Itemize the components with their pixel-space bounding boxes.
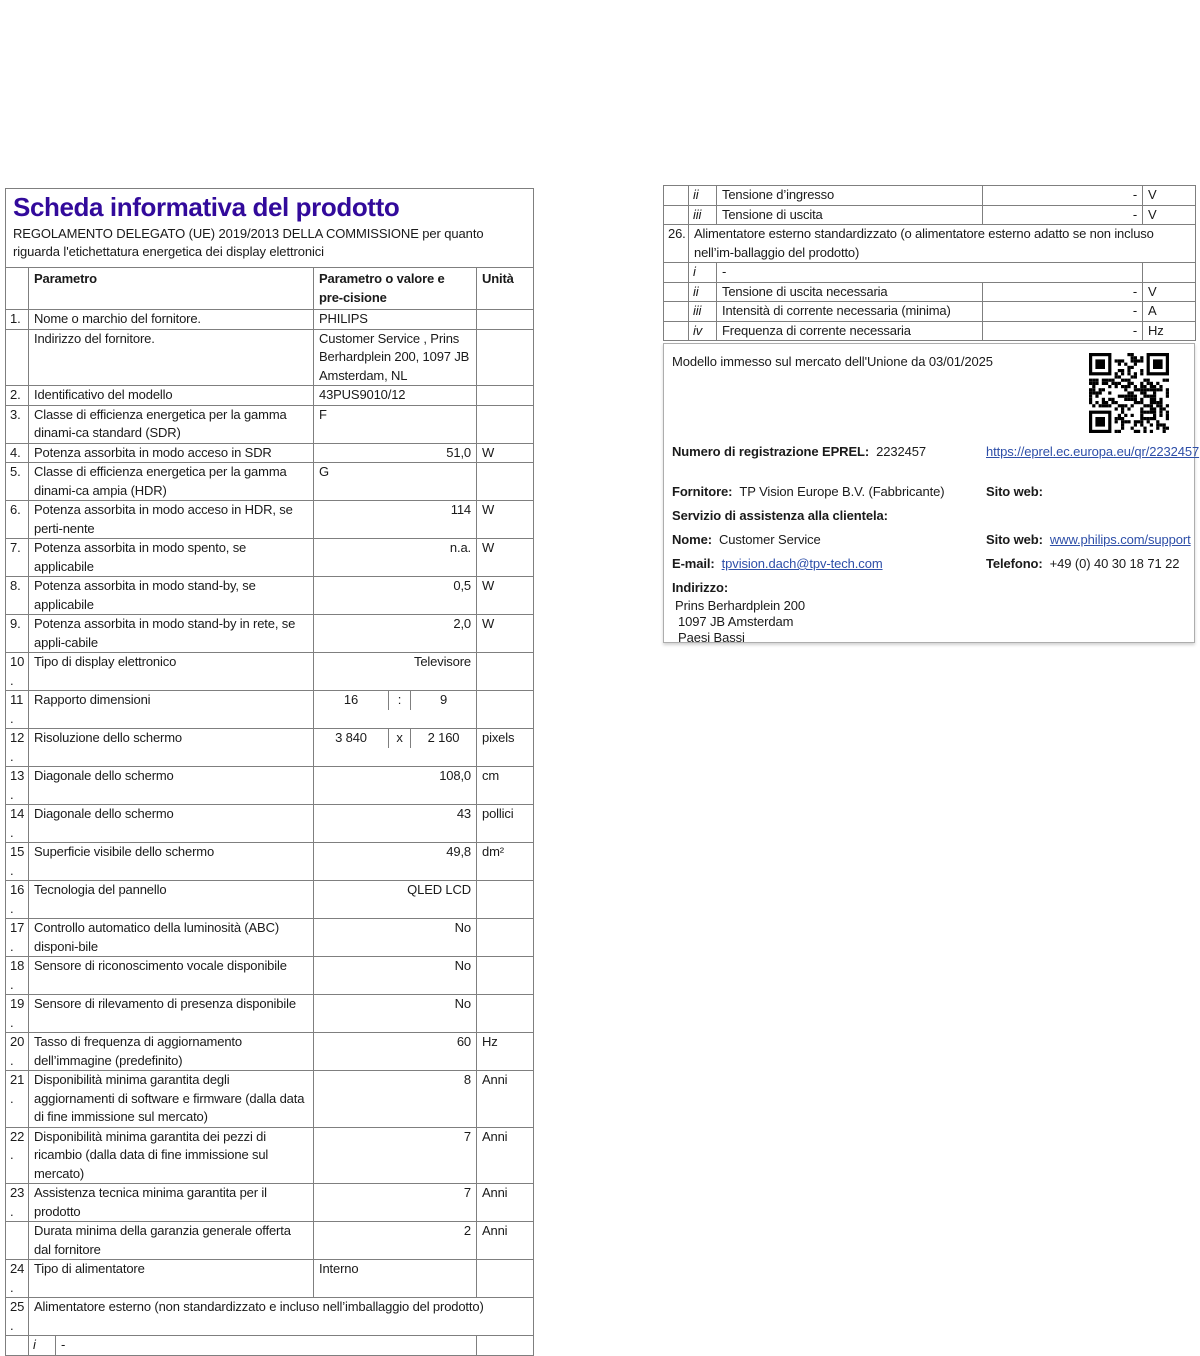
table-row <box>6 957 534 995</box>
row-number-cell: 8. <box>6 577 29 615</box>
parameter-cell: Tipo di alimentatore <box>29 1260 314 1298</box>
sub-index-cell: iii <box>689 205 717 225</box>
row-number-cell: 20. <box>6 1033 29 1071</box>
param-span-cell: Alimentatore esterno standardizzato (o alimentatore esterno adatto se non incluso nell’im-ballaggio del prodotto) <box>689 225 1196 263</box>
unit-cell: V <box>1143 205 1196 225</box>
sub-index-cell: iii <box>689 302 717 322</box>
table-row <box>6 1127 534 1184</box>
table-row <box>6 1184 534 1222</box>
table-row <box>664 225 1196 263</box>
name-label: Nome: <box>672 532 712 547</box>
row-number-cell: 23. <box>6 1184 29 1222</box>
value-cell: 0,5 <box>314 577 477 615</box>
value-cell: 108,0 <box>314 767 477 805</box>
sub-index-cell: iv <box>689 321 717 341</box>
table-row <box>6 405 534 443</box>
eprel-link-row <box>986 444 1200 460</box>
parameter-cell: Diagonale dello schermo <box>29 805 314 843</box>
table-row <box>6 1222 534 1260</box>
row-number-cell <box>664 321 689 341</box>
parameter-cell: Risoluzione dello schermo <box>29 729 314 767</box>
value-dash-cell: - <box>56 1336 477 1356</box>
parameter-cell: Tasso di frequenza di aggiornamento dell’immagine (predefinito) <box>29 1033 314 1071</box>
row-number-cell <box>6 329 29 386</box>
parameter-cell: Tensione di uscita <box>717 205 983 225</box>
unit-cell <box>477 329 534 386</box>
market-entry-line: Modello immesso sul mercato dell'Unione da 03/01/2025 <box>672 354 993 369</box>
parameter-cell: Indirizzo del fornitore. <box>29 329 314 386</box>
eprel-registration-row <box>672 444 926 460</box>
value-dash-cell: - <box>717 263 1143 283</box>
table-row <box>6 1298 534 1336</box>
table-row <box>664 282 1196 302</box>
unit-cell: W <box>477 539 534 577</box>
email-link[interactable]: tpvision.dach@tpv-tech.com <box>721 556 883 571</box>
row-number-cell <box>664 302 689 322</box>
qr-code-icon <box>1089 353 1169 433</box>
parameter-cell: Potenza assorbita in modo spento, se applicabile <box>29 539 314 577</box>
row-number-cell: 13. <box>6 767 29 805</box>
parameter-cell: Potenza assorbita in modo acceso in SDR <box>29 443 314 463</box>
table-row <box>6 463 534 501</box>
address-line: Prins Berhardplein 200 <box>675 598 806 613</box>
unit-cell: Hz <box>1143 321 1196 341</box>
parameter-cell: Frequenza di corrente necessaria <box>717 321 983 341</box>
parameter-cell: Tipo di display elettronico <box>29 653 314 691</box>
table-row <box>6 1071 534 1128</box>
unit-cell <box>477 463 534 501</box>
value-separator: x <box>389 729 411 748</box>
table-row <box>6 729 534 767</box>
value-cell: Televisore <box>314 653 477 691</box>
parameter-cell: Tecnologia del pannello <box>29 881 314 919</box>
col-header-parametro: Parametro <box>29 268 314 310</box>
value-cell: 51,0 <box>314 443 477 463</box>
parameter-cell: Sensore di rilevamento di presenza disponibile <box>29 995 314 1033</box>
row-number-cell: 26. <box>664 225 689 263</box>
service-name-row <box>672 532 821 548</box>
value-cell <box>314 691 477 729</box>
value-cell: No <box>314 957 477 995</box>
value-cell: 43 <box>314 805 477 843</box>
table-row <box>6 1336 534 1356</box>
unit-cell: Anni <box>477 1184 534 1222</box>
row-number-cell: 25. <box>6 1298 29 1336</box>
unit-cell <box>477 957 534 995</box>
address-line: Paesi Bassi <box>678 630 745 645</box>
value-cell: - <box>983 186 1143 206</box>
row-number-cell: 22. <box>6 1127 29 1184</box>
table-row <box>6 843 534 881</box>
value-cell: 7 <box>314 1127 477 1184</box>
value-part: 2 160 <box>427 730 460 745</box>
row-number-cell: 7. <box>6 539 29 577</box>
parameter-cell: Classe di efficienza energetica per la gamma dinami-ca ampia (HDR) <box>29 463 314 501</box>
value-cell: 114 <box>314 501 477 539</box>
unit-cell: V <box>1143 282 1196 302</box>
header-empty-cell <box>6 268 29 310</box>
value-cell: G <box>314 463 477 501</box>
sub-index-cell: ii <box>689 282 717 302</box>
sub-index-cell: i <box>29 1336 56 1356</box>
table-row <box>6 653 534 691</box>
title-cell <box>6 189 534 268</box>
value-cell: - <box>983 321 1143 341</box>
sub-index-cell: ii <box>689 186 717 206</box>
table-row <box>6 919 534 957</box>
unit-cell: pixels <box>477 729 534 767</box>
value-cell: - <box>983 205 1143 225</box>
table-row <box>6 615 534 653</box>
unit-cell: V <box>1143 186 1196 206</box>
value-cell: - <box>983 302 1143 322</box>
unit-cell: Anni <box>477 1222 534 1260</box>
unit-cell: W <box>477 443 534 463</box>
value-cell: Customer Service , Prins Berhardplein 200, 1097 JB Amsterdam, NL <box>314 329 477 386</box>
service-website-row <box>986 532 1191 548</box>
page-subtitle: REGOLAMENTO DELEGATO (UE) 2019/2013 DELLA COMMISSIONE per quanto riguarda l'etichettatura energetica dei display elettronici <box>13 226 484 259</box>
value-cell: 43PUS9010/12 <box>314 386 477 406</box>
unit-cell <box>477 919 534 957</box>
parameter-cell: Potenza assorbita in modo stand-by, se applicabile <box>29 577 314 615</box>
website-label: Sito web: <box>986 532 1043 547</box>
product-fiche-table-continued <box>663 185 1196 341</box>
sub-index-cell: i <box>689 263 717 283</box>
table-row <box>6 386 534 406</box>
unit-cell <box>477 1336 534 1356</box>
value-separator: : <box>389 691 411 710</box>
row-number-cell: 2. <box>6 386 29 406</box>
table-row <box>6 1033 534 1071</box>
supplier-website-row <box>986 484 1050 500</box>
value-cell: 2,0 <box>314 615 477 653</box>
value-cell: 7 <box>314 1184 477 1222</box>
row-number-cell: 19. <box>6 995 29 1033</box>
supplier-name: TP Vision Europe B.V. (Fabbricante) <box>739 484 945 499</box>
value-part: 16 <box>314 691 389 710</box>
value-cell: 49,8 <box>314 843 477 881</box>
phone-number: +49 (0) 40 30 18 71 22 <box>1049 556 1180 571</box>
parameter-cell: Controllo automatico della luminosità (ABC) disponi-bile <box>29 919 314 957</box>
parameter-cell: Disponibilità minima garantita degli aggiornamenti di software e firmware (dalla data di fine immissione sul mercato) <box>29 1071 314 1128</box>
row-number-cell: 9. <box>6 615 29 653</box>
parameter-cell: Identificativo del modello <box>29 386 314 406</box>
parameter-cell: Assistenza tecnica minima garantita per il prodotto <box>29 1184 314 1222</box>
address-label: Indirizzo: <box>672 580 729 595</box>
row-number-cell: 6. <box>6 501 29 539</box>
row-number-cell <box>664 186 689 206</box>
row-number-cell <box>6 1336 29 1356</box>
table-row <box>6 995 534 1033</box>
product-fiche-table <box>5 188 534 1356</box>
unit-cell: pollici <box>477 805 534 843</box>
unit-cell <box>477 691 534 729</box>
unit-cell: Hz <box>477 1033 534 1071</box>
table-row <box>664 302 1196 322</box>
parameter-cell: Intensità di corrente necessaria (minima) <box>717 302 983 322</box>
email-label: E-mail: <box>672 556 715 571</box>
unit-cell <box>1143 263 1196 283</box>
value-cell: QLED LCD <box>314 881 477 919</box>
website-label: Sito web: <box>986 484 1043 499</box>
address-line: 1097 JB Amsterdam <box>678 614 794 629</box>
unit-cell <box>477 1260 534 1298</box>
table-row <box>6 881 534 919</box>
row-number-cell <box>664 205 689 225</box>
param-span-cell: Alimentatore esterno (non standardizzato e incluso nell’imballaggio del prodotto) <box>29 1298 534 1336</box>
row-number-cell: 18. <box>6 957 29 995</box>
value-cell: - <box>983 282 1143 302</box>
row-number-cell <box>664 263 689 283</box>
row-number-cell <box>664 282 689 302</box>
phone-label: Telefono: <box>986 556 1043 571</box>
row-number-cell: 16. <box>6 881 29 919</box>
table-row <box>6 691 534 729</box>
unit-cell <box>477 881 534 919</box>
unit-cell: W <box>477 615 534 653</box>
table-row <box>664 186 1196 206</box>
col-header-unita: Unità <box>477 268 534 310</box>
market-info-panel <box>663 343 1200 645</box>
eprel-url-link[interactable]: https://eprel.ec.europa.eu/qr/2232457 <box>986 444 1200 459</box>
value-cell: n.a. <box>314 539 477 577</box>
value-cell: Interno <box>314 1260 477 1298</box>
row-number-cell: 15. <box>6 843 29 881</box>
table-row <box>6 805 534 843</box>
row-number-cell: 10. <box>6 653 29 691</box>
value-cell: 8 <box>314 1071 477 1128</box>
table-row <box>6 443 534 463</box>
row-number-cell <box>6 1222 29 1260</box>
title-row <box>6 189 534 268</box>
supplier-row <box>672 484 945 500</box>
table-row <box>664 321 1196 341</box>
parameter-cell: Potenza assorbita in modo stand-by in rete, se appli-cabile <box>29 615 314 653</box>
table-row <box>6 577 534 615</box>
value-cell: No <box>314 995 477 1033</box>
parameter-cell: Nome o marchio del fornitore. <box>29 310 314 330</box>
parameter-cell: Classe di efficienza energetica per la gamma dinami-ca standard (SDR) <box>29 405 314 443</box>
table-row <box>664 263 1196 283</box>
table-row <box>6 501 534 539</box>
parameter-cell: Superficie visibile dello schermo <box>29 843 314 881</box>
unit-cell <box>477 310 534 330</box>
value-cell: 60 <box>314 1033 477 1071</box>
phone-row <box>986 556 1179 572</box>
supplier-label: Fornitore: <box>672 484 733 499</box>
row-number-cell: 14. <box>6 805 29 843</box>
unit-cell <box>477 653 534 691</box>
row-number-cell: 4. <box>6 443 29 463</box>
row-number-cell: 17. <box>6 919 29 957</box>
unit-cell: A <box>1143 302 1196 322</box>
table-row <box>6 767 534 805</box>
value-part: 9 <box>439 692 448 707</box>
unit-cell: Anni <box>477 1071 534 1128</box>
parameter-cell: Tensione di uscita necessaria <box>717 282 983 302</box>
row-number-cell: 5. <box>6 463 29 501</box>
email-row <box>672 556 883 572</box>
table-header-row <box>6 268 534 310</box>
parameter-cell: Tensione d’ingresso <box>717 186 983 206</box>
table-row <box>6 1260 534 1298</box>
table-row <box>6 310 534 330</box>
row-number-cell: 12. <box>6 729 29 767</box>
table-row <box>6 329 534 386</box>
unit-cell: W <box>477 501 534 539</box>
table-row <box>664 205 1196 225</box>
parameter-cell: Sensore di riconoscimento vocale disponibile <box>29 957 314 995</box>
value-cell: 2 <box>314 1222 477 1260</box>
row-number-cell: 1. <box>6 310 29 330</box>
eprel-label: Numero di registrazione EPREL: <box>672 444 870 459</box>
parameter-cell: Potenza assorbita in modo acceso in HDR, se perti-nente <box>29 501 314 539</box>
unit-cell: Anni <box>477 1127 534 1184</box>
row-number-cell: 3. <box>6 405 29 443</box>
value-cell: PHILIPS <box>314 310 477 330</box>
parameter-cell: Durata minima della garanzia generale offerta dal fornitore <box>29 1222 314 1260</box>
unit-cell: dm² <box>477 843 534 881</box>
page-title: Scheda informativa del prodotto <box>13 192 400 222</box>
eprel-number: 2232457 <box>876 444 927 459</box>
parameter-cell: Rapporto dimensioni <box>29 691 314 729</box>
service-name: Customer Service <box>718 532 821 547</box>
value-cell: F <box>314 405 477 443</box>
col-header-valore: Parametro o valore e pre-cisione <box>314 268 477 310</box>
value-cell: No <box>314 919 477 957</box>
row-number-cell: 21. <box>6 1071 29 1128</box>
parameter-cell: Disponibilità minima garantita dei pezzi di ricambio (dalla data di fine immissione sul mercato) <box>29 1127 314 1184</box>
value-part: 3 840 <box>314 729 389 748</box>
unit-cell: W <box>477 577 534 615</box>
row-number-cell: 24. <box>6 1260 29 1298</box>
support-website-link[interactable]: www.philips.com/support <box>1049 532 1191 547</box>
value-cell <box>314 729 477 767</box>
unit-cell <box>477 995 534 1033</box>
customer-service-heading: Servizio di assistenza alla clientela: <box>672 508 888 523</box>
unit-cell <box>477 386 534 406</box>
table-row <box>6 539 534 577</box>
unit-cell: cm <box>477 767 534 805</box>
parameter-cell: Diagonale dello schermo <box>29 767 314 805</box>
row-number-cell: 11. <box>6 691 29 729</box>
unit-cell <box>477 405 534 443</box>
